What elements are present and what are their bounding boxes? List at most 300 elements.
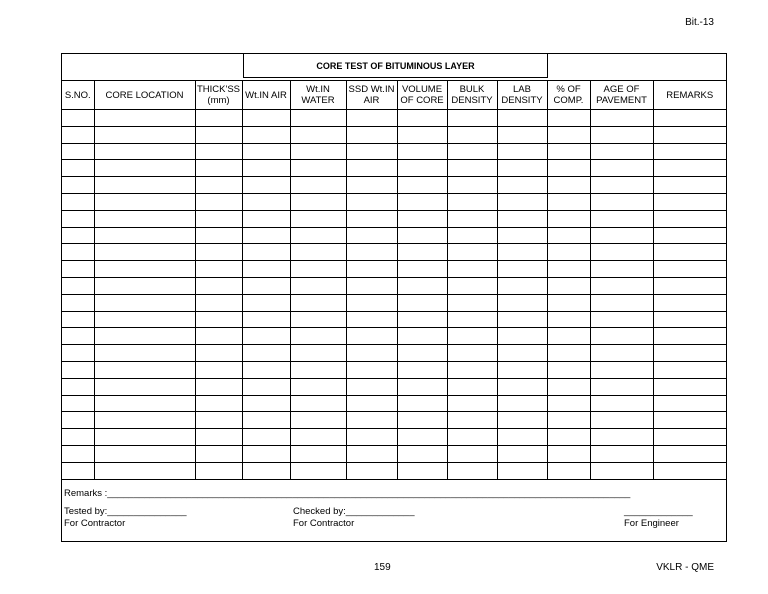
table-cell: [590, 462, 653, 479]
table-cell: [447, 126, 497, 143]
table-cell: [290, 294, 346, 311]
table-cell: [242, 177, 290, 194]
table-cell: [590, 177, 653, 194]
table-cell: [653, 244, 726, 261]
table-cell: [397, 361, 447, 378]
table-row: [62, 361, 726, 378]
table-cell: [290, 160, 346, 177]
table-cell: [653, 311, 726, 328]
table-cell: [590, 126, 653, 143]
table-cell: [346, 160, 397, 177]
table-cell: [94, 445, 195, 462]
table-cell: [195, 244, 242, 261]
table-cell: [497, 328, 547, 345]
table-row: [62, 395, 726, 412]
table-cell: [94, 328, 195, 345]
table-cell: [290, 277, 346, 294]
table-cell: [547, 361, 590, 378]
table-cell: [290, 429, 346, 446]
table-cell: [497, 193, 547, 210]
table-cell: [497, 462, 547, 479]
table-cell: [547, 193, 590, 210]
table-cell: [590, 261, 653, 278]
table-cell: [195, 345, 242, 362]
table-cell: [62, 143, 94, 160]
table-body: [62, 110, 726, 480]
table-cell: [195, 193, 242, 210]
remarks-line: Remarks :___________________________________________________________________________________________________: [64, 488, 631, 499]
core-test-form: [61, 53, 727, 542]
table-cell: [94, 177, 195, 194]
table-cell: [242, 193, 290, 210]
table-cell: [653, 210, 726, 227]
table-cell: [397, 160, 447, 177]
table-cell: [653, 412, 726, 429]
table-cell: [397, 445, 447, 462]
table-cell: [242, 462, 290, 479]
column-header-line1: % OF: [556, 84, 581, 95]
table-cell: [62, 378, 94, 395]
table-cell: [62, 328, 94, 345]
table-cell: [290, 261, 346, 278]
table-cell: [195, 126, 242, 143]
table-cell: [447, 429, 497, 446]
table-cell: [242, 143, 290, 160]
table-cell: [653, 277, 726, 294]
table-cell: [447, 412, 497, 429]
table-cell: [62, 462, 94, 479]
table-cell: [195, 294, 242, 311]
table-cell: [397, 328, 447, 345]
table-cell: [547, 345, 590, 362]
table-cell: [242, 361, 290, 378]
table-cell: [653, 143, 726, 160]
table-cell: [447, 244, 497, 261]
column-header-line1: THICK'SS: [197, 84, 240, 95]
table-cell: [547, 244, 590, 261]
table-row: [62, 311, 726, 328]
column-header-line2: OF CORE: [400, 95, 444, 106]
table-row: [62, 328, 726, 345]
column-header: [290, 81, 346, 110]
table-cell: [94, 193, 195, 210]
table-cell: [346, 328, 397, 345]
table-cell: [290, 126, 346, 143]
table-row: [62, 227, 726, 244]
table-cell: [547, 378, 590, 395]
column-header-line2: DENSITY: [501, 95, 543, 106]
table-cell: [397, 227, 447, 244]
table-cell: [346, 345, 397, 362]
table-cell: [94, 429, 195, 446]
table-cell: [290, 328, 346, 345]
column-header: [447, 81, 497, 110]
table-cell: [290, 462, 346, 479]
table-cell: [447, 277, 497, 294]
table-cell: [290, 412, 346, 429]
column-header-line2: DENSITY: [451, 95, 493, 106]
table-cell: [346, 261, 397, 278]
table-cell: [547, 445, 590, 462]
table-cell: [195, 429, 242, 446]
table-cell: [547, 177, 590, 194]
engineer-for: For Engineer: [624, 518, 679, 529]
table-row: [62, 412, 726, 429]
table-cell: [290, 345, 346, 362]
table-cell: [195, 378, 242, 395]
table-cell: [547, 328, 590, 345]
table-cell: [242, 244, 290, 261]
column-header: [653, 81, 726, 110]
table-cell: [62, 227, 94, 244]
table-cell: [346, 445, 397, 462]
table-cell: [590, 345, 653, 362]
column-header-line1: S.NO.: [64, 89, 91, 101]
table-cell: [62, 193, 94, 210]
page-number: 159: [374, 562, 391, 573]
table-cell: [590, 311, 653, 328]
table-cell: [242, 345, 290, 362]
table-cell: [547, 395, 590, 412]
table-cell: [94, 227, 195, 244]
table-cell: [94, 143, 195, 160]
column-header: [590, 81, 653, 110]
table-cell: [653, 462, 726, 479]
core-test-table: [62, 81, 726, 480]
table-row: [62, 160, 726, 177]
table-cell: [447, 177, 497, 194]
table-cell: [653, 126, 726, 143]
column-header-line1: REMARKS: [666, 89, 714, 101]
table-cell: [397, 277, 447, 294]
table-cell: [346, 143, 397, 160]
table-cell: [346, 126, 397, 143]
table-cell: [346, 277, 397, 294]
table-cell: [94, 462, 195, 479]
table-cell: [590, 378, 653, 395]
table-cell: [497, 294, 547, 311]
table-cell: [346, 193, 397, 210]
table-cell: [497, 277, 547, 294]
table-cell: [242, 328, 290, 345]
table-cell: [242, 227, 290, 244]
table-cell: [447, 445, 497, 462]
table-cell: [62, 277, 94, 294]
checked-by-field: Checked by:_____________: [293, 506, 415, 517]
table-cell: [242, 378, 290, 395]
table-cell: [290, 395, 346, 412]
table-cell: [94, 361, 195, 378]
table-cell: [195, 462, 242, 479]
table-cell: [590, 328, 653, 345]
table-cell: [290, 177, 346, 194]
table-cell: [397, 261, 447, 278]
table-cell: [397, 193, 447, 210]
column-header: [547, 81, 590, 110]
table-cell: [242, 261, 290, 278]
header-row: [62, 81, 726, 110]
table-cell: [447, 462, 497, 479]
table-cell: [94, 412, 195, 429]
table-cell: [497, 160, 547, 177]
table-row: [62, 462, 726, 479]
table-cell: [62, 412, 94, 429]
table-cell: [397, 143, 447, 160]
table-row: [62, 261, 726, 278]
table-cell: [447, 361, 497, 378]
table-cell: [62, 177, 94, 194]
table-cell: [590, 143, 653, 160]
table-cell: [242, 395, 290, 412]
table-cell: [242, 210, 290, 227]
table-cell: [94, 311, 195, 328]
table-cell: [497, 110, 547, 127]
table-cell: [547, 277, 590, 294]
table-cell: [195, 227, 242, 244]
table-cell: [94, 345, 195, 362]
table-cell: [290, 311, 346, 328]
table-cell: [94, 277, 195, 294]
table-cell: [497, 210, 547, 227]
table-cell: [62, 244, 94, 261]
table-cell: [94, 110, 195, 127]
table-cell: [242, 412, 290, 429]
column-header-line1: VOLUME: [401, 84, 443, 95]
column-header: [94, 81, 195, 110]
table-cell: [497, 361, 547, 378]
table-row: [62, 277, 726, 294]
column-header-line1: LAB: [513, 84, 531, 95]
table-cell: [590, 277, 653, 294]
table-cell: [547, 210, 590, 227]
table-cell: [94, 294, 195, 311]
table-row: [62, 345, 726, 362]
table-cell: [447, 261, 497, 278]
table-cell: [547, 126, 590, 143]
table-row: [62, 429, 726, 446]
table-cell: [653, 227, 726, 244]
table-cell: [397, 395, 447, 412]
table-cell: [653, 345, 726, 362]
column-header-line2: PAVEMENT: [596, 95, 647, 106]
table-cell: [290, 110, 346, 127]
table-cell: [447, 210, 497, 227]
table-cell: [590, 445, 653, 462]
column-header: [497, 81, 547, 110]
table-cell: [547, 412, 590, 429]
table-cell: [346, 395, 397, 412]
column-header-line1: Wt.IN: [306, 84, 330, 95]
table-cell: [195, 160, 242, 177]
table-cell: [290, 445, 346, 462]
table-cell: [94, 244, 195, 261]
table-cell: [62, 445, 94, 462]
table-cell: [447, 311, 497, 328]
table-cell: [397, 412, 447, 429]
table-cell: [242, 294, 290, 311]
table-cell: [62, 210, 94, 227]
table-row: [62, 110, 726, 127]
tested-by-block: [64, 506, 187, 530]
table-cell: [547, 429, 590, 446]
table-cell: [195, 412, 242, 429]
checked-by-for: For Contractor: [293, 518, 355, 529]
table-cell: [497, 261, 547, 278]
table-cell: [242, 160, 290, 177]
table-cell: [397, 429, 447, 446]
table-cell: [447, 395, 497, 412]
table-cell: [290, 227, 346, 244]
table-cell: [290, 244, 346, 261]
table-cell: [653, 294, 726, 311]
table-cell: [397, 311, 447, 328]
form-title: CORE TEST OF BITUMINOUS LAYER: [243, 54, 548, 78]
table-cell: [497, 227, 547, 244]
table-cell: [497, 311, 547, 328]
table-cell: [195, 445, 242, 462]
table-cell: [290, 210, 346, 227]
table-cell: [397, 177, 447, 194]
table-row: [62, 143, 726, 160]
tested-by-field: Tested by:_______________: [64, 506, 187, 517]
table-cell: [447, 193, 497, 210]
table-cell: [62, 311, 94, 328]
table-cell: [447, 345, 497, 362]
engineer-block: [624, 506, 693, 530]
table-cell: [94, 210, 195, 227]
table-row: [62, 294, 726, 311]
table-cell: [653, 261, 726, 278]
table-cell: [590, 412, 653, 429]
table-cell: [653, 193, 726, 210]
table-cell: [497, 345, 547, 362]
table-row: [62, 177, 726, 194]
table-cell: [94, 395, 195, 412]
table-cell: [195, 261, 242, 278]
table-cell: [590, 210, 653, 227]
table-cell: [447, 294, 497, 311]
table-cell: [397, 462, 447, 479]
table-cell: [547, 294, 590, 311]
table-cell: [653, 429, 726, 446]
table-cell: [547, 110, 590, 127]
tested-by-for: For Contractor: [64, 518, 126, 529]
table-cell: [195, 277, 242, 294]
table-row: [62, 210, 726, 227]
column-header: [346, 81, 397, 110]
table-cell: [346, 244, 397, 261]
table-cell: [62, 110, 94, 127]
table-cell: [346, 429, 397, 446]
table-cell: [62, 395, 94, 412]
table-cell: [242, 445, 290, 462]
table-cell: [547, 160, 590, 177]
table-cell: [497, 143, 547, 160]
table-cell: [242, 311, 290, 328]
table-cell: [497, 378, 547, 395]
table-cell: [653, 378, 726, 395]
table-cell: [547, 311, 590, 328]
table-cell: [397, 345, 447, 362]
table-cell: [653, 395, 726, 412]
table-cell: [547, 227, 590, 244]
table-cell: [290, 361, 346, 378]
table-cell: [497, 412, 547, 429]
table-cell: [242, 126, 290, 143]
column-header-line2: WATER: [301, 95, 335, 106]
table-cell: [346, 412, 397, 429]
column-header-line1: CORE LOCATION: [105, 89, 184, 101]
table-cell: [547, 261, 590, 278]
table-cell: [653, 177, 726, 194]
table-cell: [590, 193, 653, 210]
table-cell: [590, 294, 653, 311]
table-cell: [397, 126, 447, 143]
table-cell: [290, 143, 346, 160]
table-cell: [346, 462, 397, 479]
table-cell: [447, 227, 497, 244]
table-cell: [653, 361, 726, 378]
table-cell: [94, 378, 195, 395]
table-cell: [242, 110, 290, 127]
column-header: [62, 81, 94, 110]
table-cell: [497, 445, 547, 462]
table-row: [62, 378, 726, 395]
table-cell: [195, 311, 242, 328]
table-cell: [547, 143, 590, 160]
title-row: [62, 54, 726, 81]
table-cell: [590, 110, 653, 127]
column-header: [195, 81, 242, 110]
table-cell: [62, 261, 94, 278]
column-header-line2: AIR: [363, 95, 380, 106]
table-cell: [62, 345, 94, 362]
table-cell: [447, 160, 497, 177]
table-cell: [590, 244, 653, 261]
column-header: [397, 81, 447, 110]
column-header-line1: Wt.IN AIR: [245, 89, 287, 101]
table-cell: [195, 395, 242, 412]
table-cell: [346, 378, 397, 395]
table-cell: [195, 110, 242, 127]
table-cell: [62, 294, 94, 311]
table-cell: [653, 160, 726, 177]
table-cell: [590, 227, 653, 244]
table-cell: [346, 227, 397, 244]
table-cell: [242, 277, 290, 294]
table-cell: [497, 177, 547, 194]
table-cell: [195, 177, 242, 194]
table-cell: [653, 328, 726, 345]
table-cell: [590, 429, 653, 446]
table-cell: [62, 160, 94, 177]
table-cell: [290, 378, 346, 395]
table-cell: [290, 193, 346, 210]
table-cell: [62, 429, 94, 446]
table-cell: [397, 210, 447, 227]
form-reference-code: Bit.-13: [685, 17, 714, 28]
table-cell: [447, 143, 497, 160]
table-cell: [346, 177, 397, 194]
table-row: [62, 126, 726, 143]
table-cell: [62, 361, 94, 378]
table-cell: [397, 294, 447, 311]
checked-by-block: [293, 506, 415, 530]
table-cell: [497, 244, 547, 261]
footer-reference: VKLR - QME: [656, 562, 714, 573]
table-cell: [195, 361, 242, 378]
column-header-line2: (mm): [207, 95, 230, 106]
